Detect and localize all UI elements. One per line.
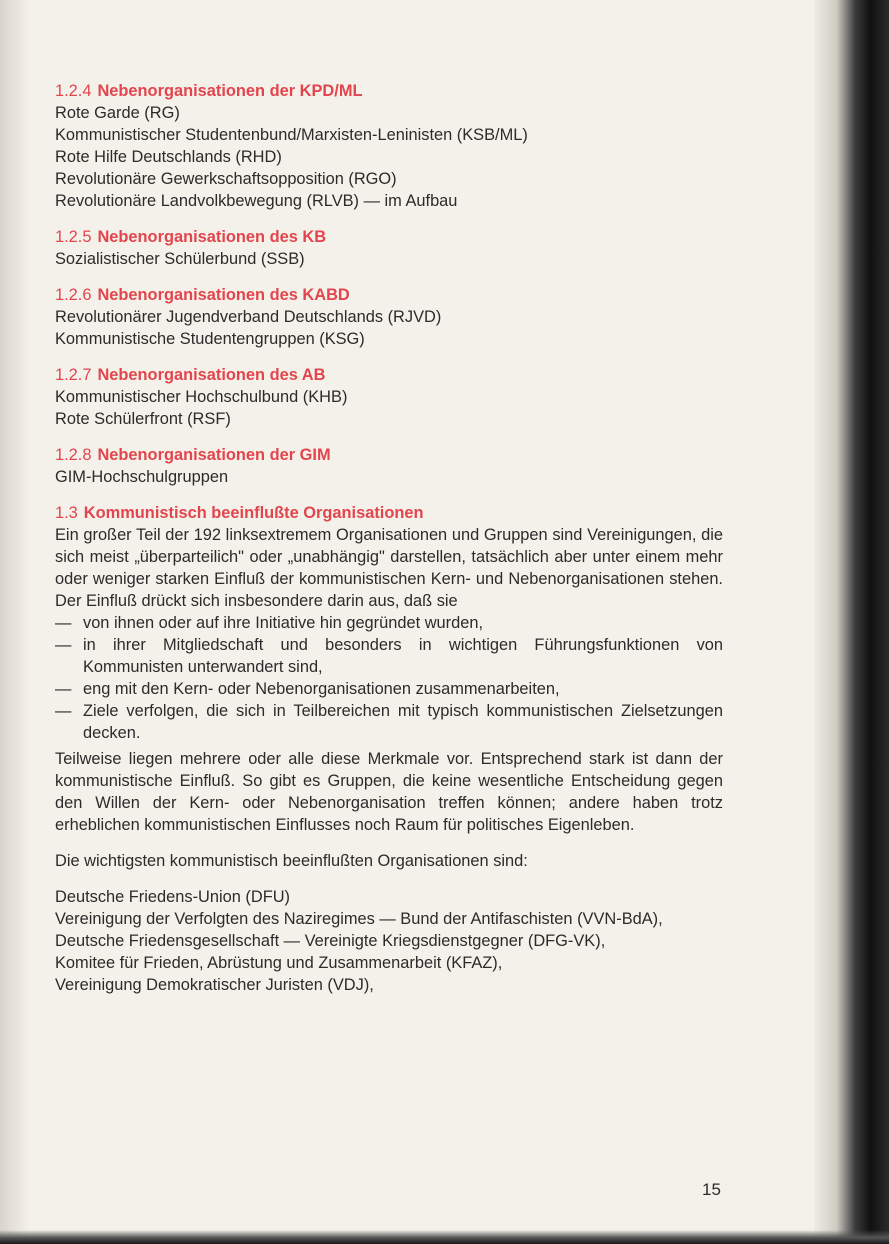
book-edge-right: [814, 0, 889, 1244]
criteria-item: — von ihnen oder auf ihre Initiative hin gegründet wurden,: [55, 612, 723, 634]
section-title: Kommunistisch beeinflußte Organisationen: [83, 504, 424, 522]
section-title: Nebenorganisationen des AB: [97, 366, 326, 384]
section-number: 1.2.8: [55, 446, 92, 464]
section-heading: [55, 284, 723, 306]
section-title: Nebenorganisationen der KPD/ML: [97, 82, 363, 100]
section-1-2-4: [55, 80, 723, 212]
org-line: Revolutionäre Landvolkbewegung (RLVB) — im Aufbau: [55, 192, 458, 210]
section-title: Nebenorganisationen des KABD: [97, 286, 350, 304]
org-line: Rote Schülerfront (RSF): [55, 410, 231, 428]
section-number: 1.2.4: [55, 82, 92, 100]
org-line: Sozialistischer Schülerbund (SSB): [55, 250, 305, 268]
org-line: Kommunistische Studentengruppen (KSG): [55, 330, 365, 348]
section-1-2-6: [55, 284, 723, 350]
paragraph-influence: Teilweise liegen mehrere oder alle diese Merkmale vor. Entsprechend stark ist dann der kommunistische Einfluß. So gibt es Gruppen, die keine wesentliche Entscheidung gegen den Willen der Kern- oder Nebenorganisation treffen können; andere haben trotz erheblichen kommunistischen Einflusses noch Raum für politisches Eigenleben.: [55, 750, 723, 834]
org-entry: Komitee für Frieden, Abrüstung und Zusammenarbeit (KFAZ),: [55, 954, 503, 972]
section-1-2-8: [55, 444, 723, 488]
org-line: GIM-Hochschulgruppen: [55, 468, 229, 486]
page-gutter-shadow: [0, 0, 30, 1244]
criteria-item: — in ihrer Mitgliedschaft und besonders in wichtigen Führungsfunktionen von Kommunisten unterwandert sind,: [55, 634, 723, 678]
section-title: Nebenorganisationen des KB: [97, 228, 327, 246]
page-number: 15: [702, 1180, 721, 1199]
section-1-2-7: [55, 364, 723, 430]
section-title: Nebenorganisationen der GIM: [97, 446, 331, 464]
section-number: 1.3: [55, 504, 78, 522]
section-heading: [55, 226, 723, 248]
page-content: [55, 80, 723, 1010]
org-entry: Vereinigung Demokratischer Juristen (VDJ),: [55, 976, 374, 994]
org-line: Kommunistischer Studentenbund/Marxisten-Leninisten (KSB/ML): [55, 126, 528, 144]
org-line: Rote Hilfe Deutschlands (RHD): [55, 148, 282, 166]
section-1-3: [55, 502, 723, 996]
paragraph-list-intro: Die wichtigsten kommunistisch beeinflußten Organisationen sind:: [55, 852, 528, 870]
org-entry: Deutsche Friedensgesellschaft — Vereinigte Kriegsdienstgegner (DFG-VK),: [55, 932, 606, 950]
book-edge-bottom: [0, 1230, 889, 1244]
criteria-item: — eng mit den Kern- oder Nebenorganisationen zusammenarbeiten,: [55, 678, 723, 700]
org-line: Revolutionärer Jugendverband Deutschlands (RJVD): [55, 308, 442, 326]
intro-paragraph: Ein großer Teil der 192 linksextremem Organisationen und Gruppen sind Vereinigungen, die sich meist „überparteilich" oder „unabhängig" darstellen, tatsächlich aber unter einem mehr oder weniger starken Einfluß der kommunistischen Kern- und Nebenorganisationen stehen. Der Einfluß drückt sich insbesondere darin aus, daß sie: [55, 526, 723, 610]
section-heading: [55, 502, 723, 524]
org-line: Rote Garde (RG): [55, 104, 180, 122]
section-heading: [55, 80, 723, 102]
criteria-list: [55, 612, 723, 744]
org-entry: Deutsche Friedens-Union (DFU): [55, 888, 291, 906]
section-number: 1.2.6: [55, 286, 92, 304]
criteria-item: — Ziele verfolgen, die sich in Teilbereichen mit typisch kommunistischen Zielsetzungen decken.: [55, 700, 723, 744]
section-number: 1.2.5: [55, 228, 92, 246]
section-1-2-5: [55, 226, 723, 270]
org-line: Revolutionäre Gewerkschaftsopposition (RGO): [55, 170, 397, 188]
section-heading: [55, 364, 723, 386]
org-line: Kommunistischer Hochschulbund (KHB): [55, 388, 348, 406]
org-entry: Vereinigung der Verfolgten des Naziregimes — Bund der Antifaschisten (VVN-BdA),: [55, 910, 663, 928]
section-number: 1.2.7: [55, 366, 92, 384]
section-heading: [55, 444, 723, 466]
